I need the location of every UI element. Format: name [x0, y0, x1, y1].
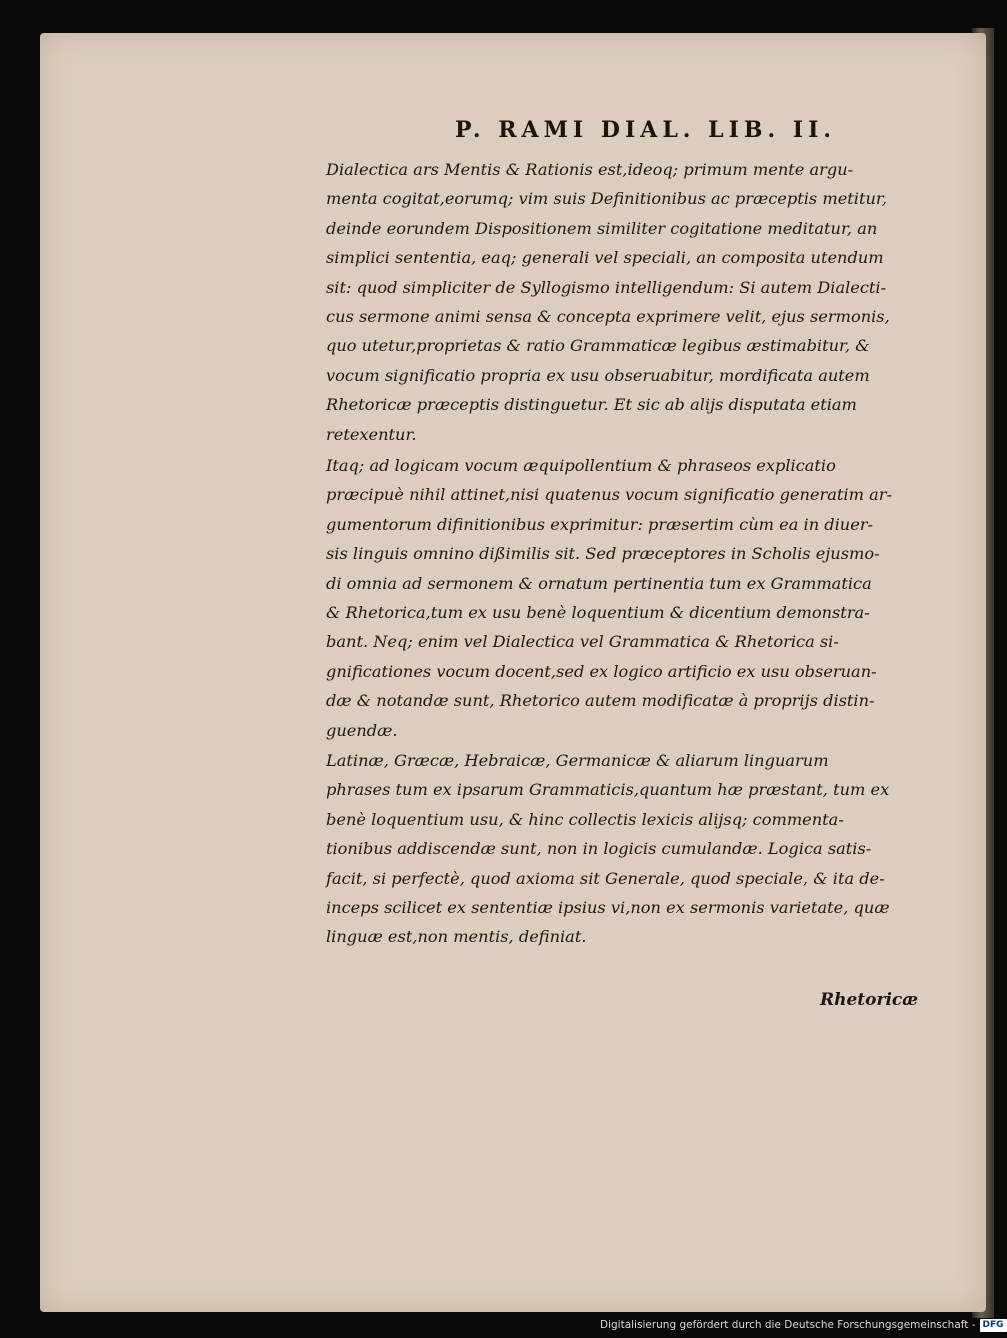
text-line: linguæ est,non mentis, definiat.: [326, 927, 587, 947]
text-line: dæ & notandæ sunt, Rhetorico autem modificatæ à proprijs distin-: [326, 691, 875, 711]
text-line: sis linguis omnino dißimilis sit. Sed præceptores in Scholis ejusmo-: [326, 544, 880, 564]
text-line: tionibus addiscendæ sunt, non in logicis cumulandæ. Logica satis-: [326, 839, 872, 859]
text-line: Rhetoricæ præceptis distinguetur. Et sic ab alijs disputata etiam: [326, 395, 857, 415]
paragraph-2: [326, 451, 932, 745]
text-line: Itaq; ad logicam vocum æquipollentium & phraseos explicatio: [326, 456, 836, 475]
text-line: deinde eorundem Dispositionem similiter cogitatione meditatur, an: [326, 218, 878, 238]
footer-credit: [600, 1316, 1004, 1334]
text-line: Latinæ, Græcæ, Hebraicæ, Germanicæ & aliarum linguarum: [326, 751, 829, 770]
paragraph-3: [326, 746, 932, 952]
text-line: quo utetur,proprietas & ratio Grammaticæ legibus æstimabitur, &: [326, 336, 870, 356]
text-line: cus sermone animi sensa & concepta exprimere velit, ejus sermonis,: [326, 307, 890, 327]
text-line: & Rhetorica,tum ex usu benè loquentium & dicentium demonstra-: [326, 603, 870, 623]
text-line: benè loquentium usu, & hinc collectis lexicis alijsq; commenta-: [326, 809, 844, 829]
text-line: phrases tum ex ipsarum Grammaticis,quantum hæ præstant, tum ex: [326, 780, 890, 800]
paragraph-1: [326, 155, 932, 449]
text-line: sit: quod simpliciter de Syllogismo intelligendum: Si autem Dialecti-: [326, 277, 887, 297]
text-line: menta cogitat,eorumq; vim suis Definitionibus ac præceptis metitur,: [326, 189, 887, 209]
text-line: vocum significatio propria ex usu obseruabitur, mordificata autem: [326, 365, 870, 385]
text-line: inceps scilicet ex sententiæ ipsius vi,non ex sermonis varietate, quæ: [326, 898, 890, 918]
running-head: P. RAMI DIAL. LIB. II.: [455, 117, 837, 143]
dfg-logo-icon[interactable]: DFG: [980, 1319, 1007, 1332]
footer-text: Digitalisierung gefördert durch die Deutsche Forschungsgemeinschaft -: [600, 1319, 976, 1331]
text-line: facit, si perfectè, quod axioma sit Generale, quod speciale, & ita de-: [326, 868, 885, 888]
text-line: præcipuè nihil attinet,nisi quatenus vocum significatio generatim ar-: [326, 485, 892, 505]
text-line: di omnia ad sermonem & ornatum pertinentia tum ex Grammatica: [326, 573, 872, 593]
text-line: gumentorum difinitionibus exprimitur: præsertim cùm ea in diuer-: [326, 514, 874, 534]
text-line: Dialectica ars Mentis & Rationis est,ideoq; primum mente argu-: [326, 160, 854, 179]
text-line: guendæ.: [326, 720, 398, 740]
catchword: Rhetoricæ: [820, 990, 919, 1010]
text-line: bant. Neq; enim vel Dialectica vel Grammatica & Rhetorica si-: [326, 632, 839, 652]
text-line: simplici sententia, eaq; generali vel speciali, an composita utendum: [326, 248, 884, 268]
text-line: gnificationes vocum docent,sed ex logico artificio ex usu obseruan-: [326, 661, 877, 681]
text-line: retexentur.: [326, 424, 417, 444]
